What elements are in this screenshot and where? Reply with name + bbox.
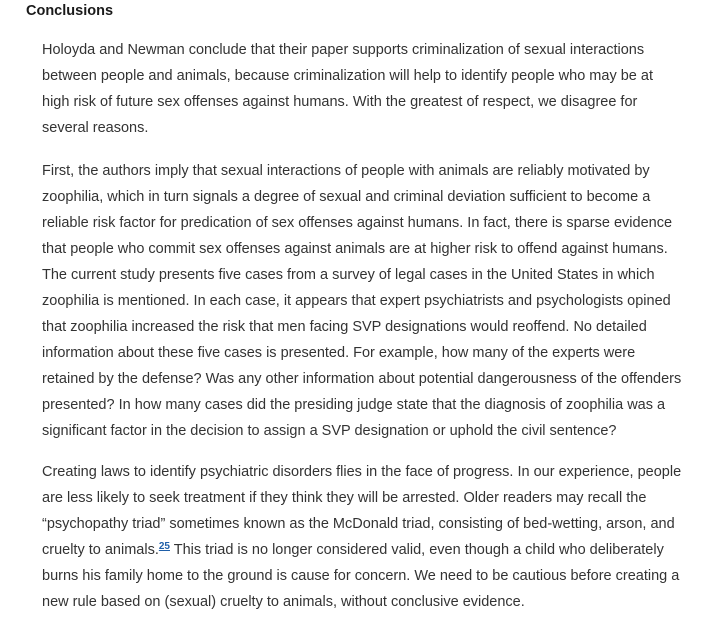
- reference-link-25[interactable]: 25: [158, 541, 170, 552]
- paragraph-line: that zoophilia increased the risk that men facing SVP designations would reoffend. No detailed: [42, 319, 647, 335]
- paragraph-line-with-reference: [42, 537, 681, 563]
- paragraph-line: that people who commit sex offenses against animals are at higher risk to offend against humans.: [42, 241, 668, 257]
- paragraph-line: information about these five cases is presented. For example, how many of the experts were: [42, 345, 636, 361]
- line-text: cruelty to animals.: [42, 542, 159, 558]
- paragraph-line: “psychopathy triad” sometimes known as the McDonald triad, consisting of bed-wetting, arson, and: [42, 516, 675, 532]
- paragraph-line: zoophilia is mentioned. In each case, it appears that expert psychiatrists and psychologists opined: [42, 293, 671, 309]
- paragraph-3: [42, 459, 681, 615]
- paragraph-line: First, the authors imply that sexual interactions of people with animals are reliably motivated by: [42, 163, 650, 179]
- paragraph-line: Holoyda and Newman conclude that their paper supports criminalization of sexual interactions: [42, 42, 645, 58]
- paragraph-line: between people and animals, because criminalization will help to identify people who may be at: [42, 68, 653, 84]
- paragraph-line: significant factor in the decision to assign a SVP designation or uphold the civil sentence?: [42, 423, 617, 439]
- section-title: Conclusions: [26, 3, 114, 19]
- paragraph-2: [42, 158, 681, 444]
- paragraph-line: The current study presents five cases from a survey of legal cases in the United States in which: [42, 267, 655, 283]
- paragraph-line: burns his family home to the ground is cause for concern. We need to be cautious before creating a: [42, 568, 680, 584]
- paragraph-line: Creating laws to identify psychiatric disorders flies in the face of progress. In our experience, people: [42, 464, 682, 480]
- paragraph-line: high risk of future sex offenses against humans. With the greatest of respect, we disagree for: [42, 94, 638, 110]
- paragraph-1: [42, 37, 653, 141]
- paragraph-line: are less likely to seek treatment if they think they will be arrested. Older readers may recall the: [42, 490, 647, 506]
- paragraph-line: retained by the defense? Was any other information about potential dangerousness of the offenders: [42, 371, 682, 387]
- paragraph-line: several reasons.: [42, 120, 149, 136]
- paragraph-line: zoophilia, which in turn signals a degree of sexual and criminal deviation sufficient to become a: [42, 189, 651, 205]
- paragraph-line: reliable risk factor for predication of sex offenses against humans. In fact, there is sparse evidence: [42, 215, 673, 231]
- paragraph-line: new rule based on (sexual) cruelty to animals, without conclusive evidence.: [42, 594, 525, 610]
- line-text: This triad is no longer considered valid, even though a child who deliberately: [169, 542, 664, 558]
- paragraph-line: presented? In how many cases did the presiding judge state that the diagnosis of zoophilia was a: [42, 397, 666, 413]
